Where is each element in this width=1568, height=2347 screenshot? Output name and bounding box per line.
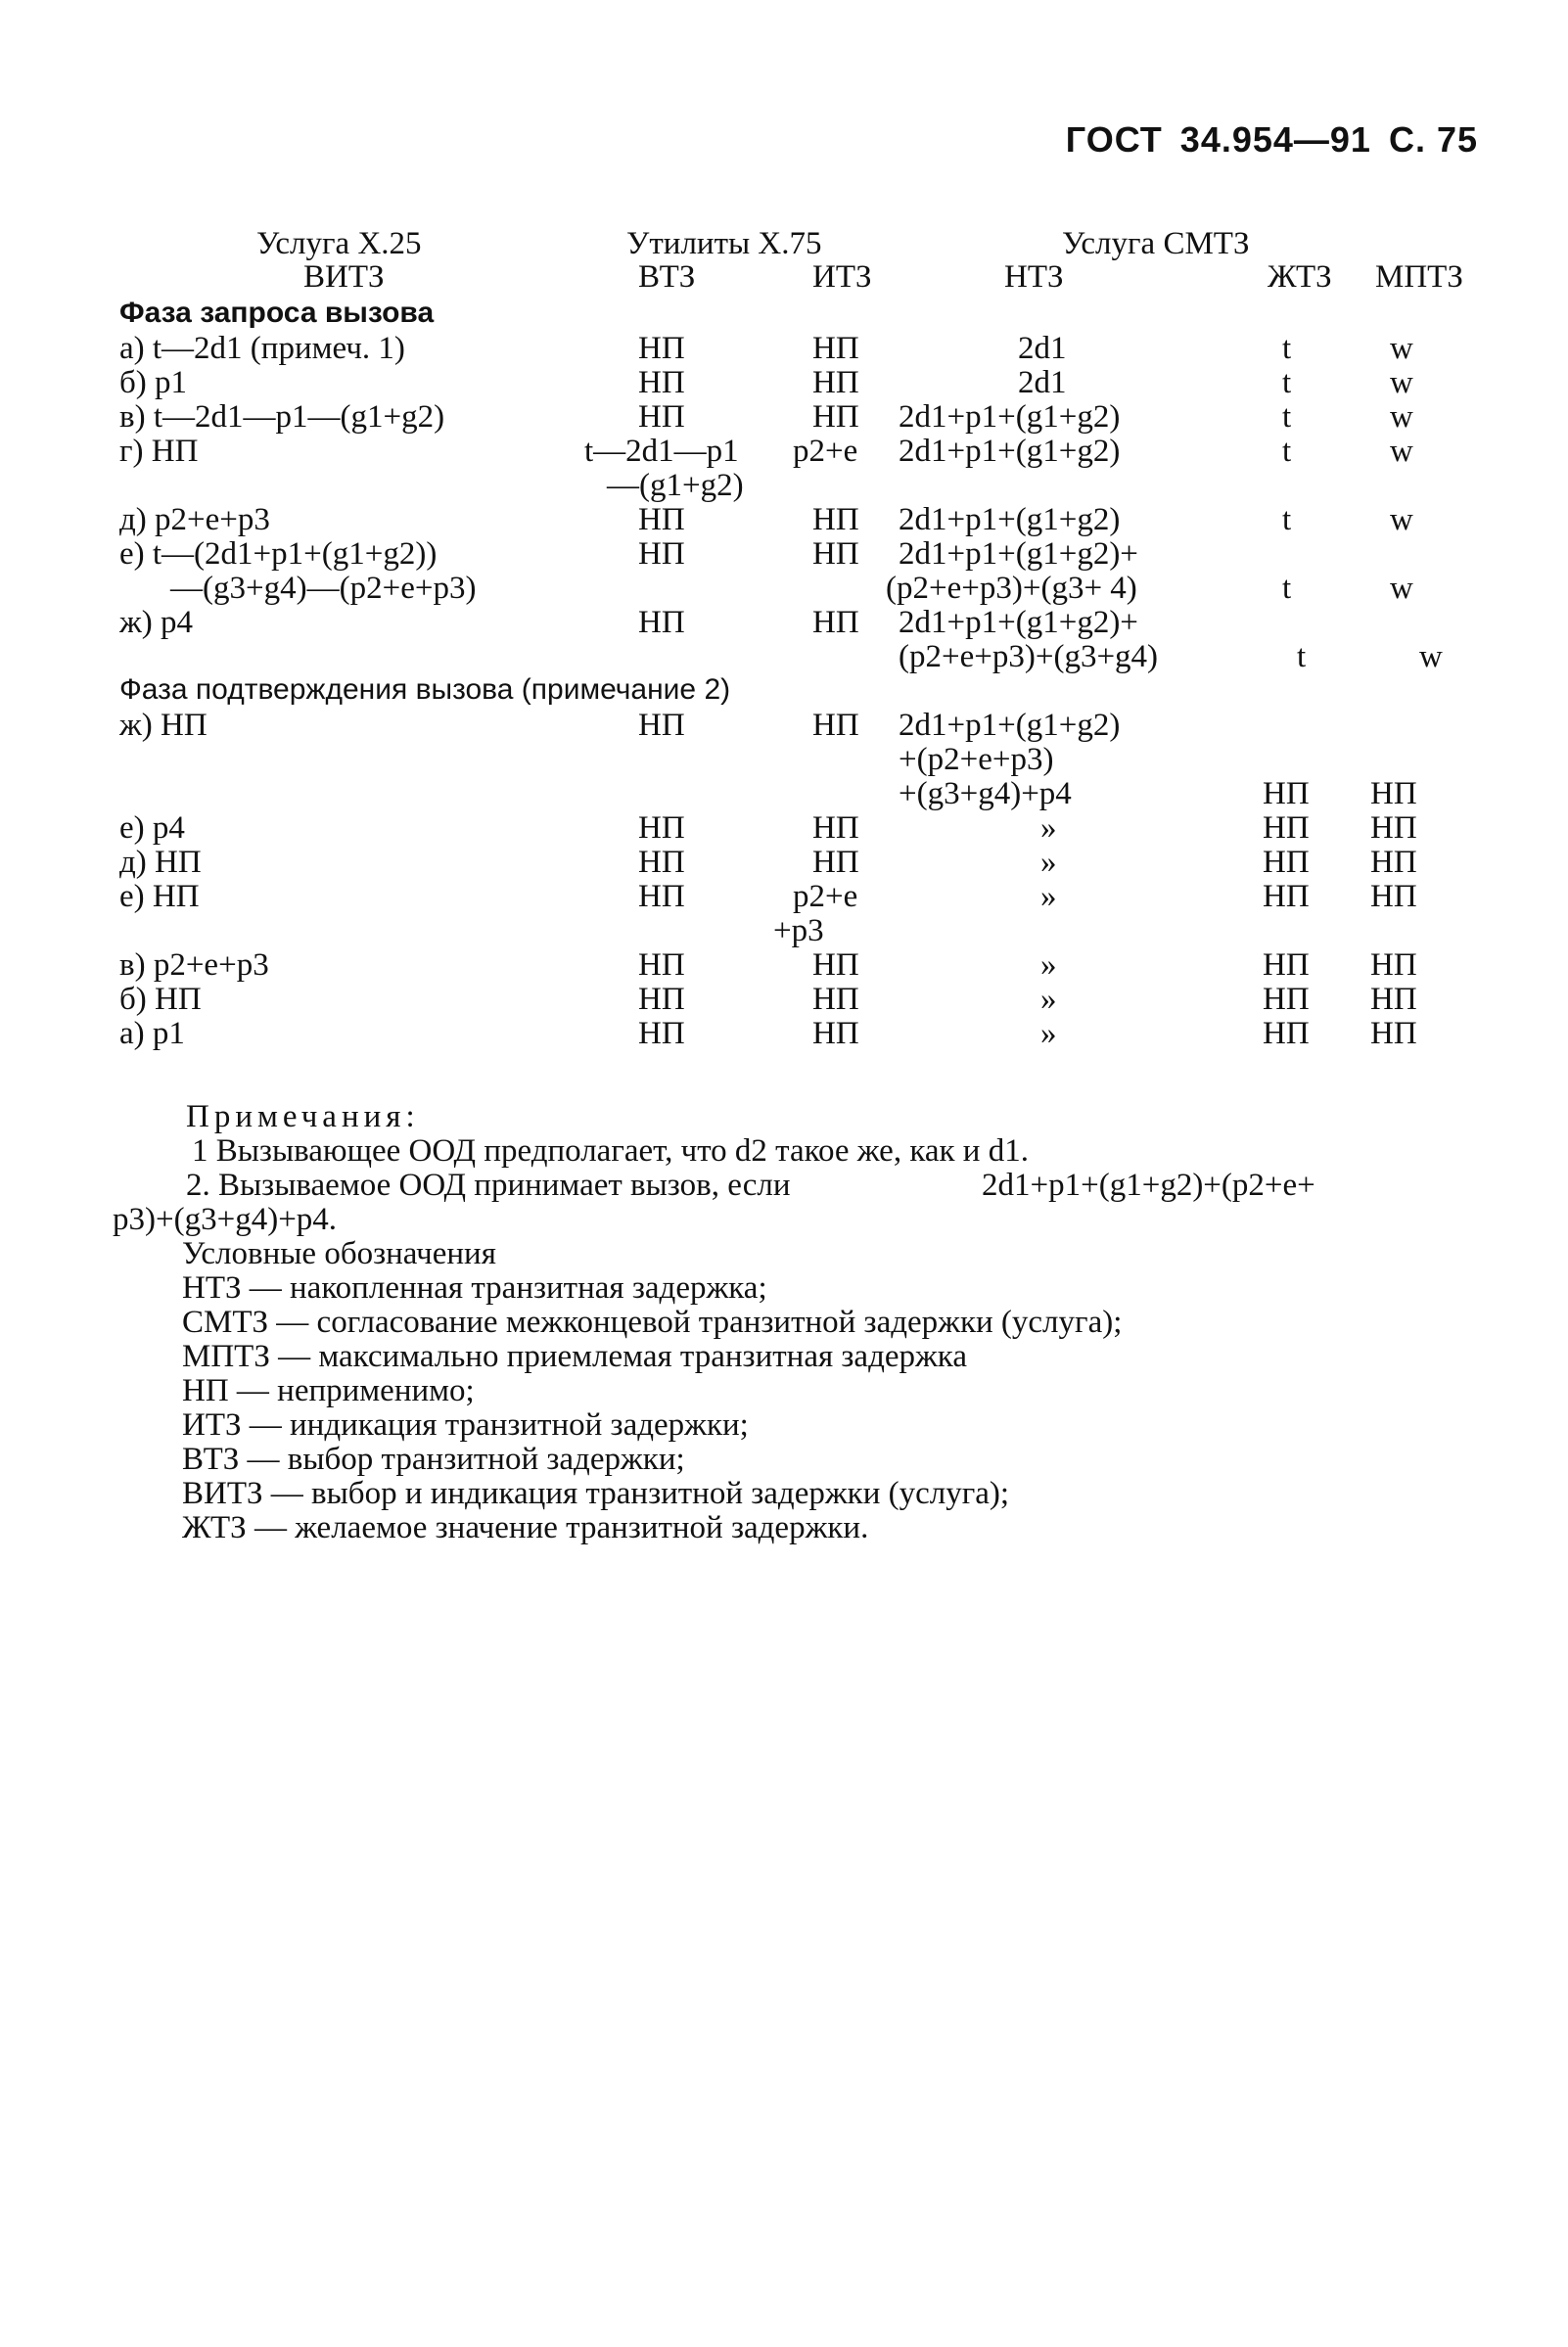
phase1-row-zh-service: ж) p4 (119, 605, 194, 640)
legend-itz: ИТЗ — индикация транзитной задержки; (182, 1407, 749, 1443)
phase2-row-a-mptz: НП (1370, 1016, 1417, 1051)
phase1-row-zh-zhtz: t (1297, 639, 1307, 674)
phase2-row-d-ntz: » (1040, 845, 1057, 880)
legend-np: НП — неприменимо; (182, 1373, 475, 1408)
phase1-row-b-ntz: 2d1 (1018, 365, 1067, 400)
phase2-row-zh-zhtz: НП (1263, 776, 1310, 811)
phase2-row-a-service: а) p1 (119, 1016, 185, 1051)
phase2-row-b-service: б) НП (119, 982, 202, 1017)
phase1-row-d-itz: НП (812, 502, 859, 537)
phase2-row-b-ntz: » (1040, 982, 1057, 1017)
phase2-row-v-itz: НП (812, 947, 859, 983)
phase2-row-a-ntz: » (1040, 1016, 1057, 1051)
phase1-row-e-mptz: w (1390, 571, 1413, 606)
phase1-row-d-service: д) p2+e+p3 (119, 502, 270, 537)
phase2-row-e1-service: е) p4 (119, 810, 185, 846)
phase1-row-e-ntz-cont: (p2+e+p3)+(g3+ 4) (886, 571, 1137, 606)
phase2-row-d-service: д) НП (119, 845, 202, 880)
phase2-title: Фаза подтверждения вызова (примечание 2) (119, 673, 731, 706)
legend-title: Условные обозначения (182, 1236, 496, 1271)
page-number: С. 75 (1388, 119, 1478, 160)
phase2-row-d-zhtz: НП (1263, 845, 1310, 880)
phase2-row-e2-itz: p2+e (793, 879, 858, 914)
phase1-row-d-ntz: 2d1+p1+(g1+g2) (899, 502, 1121, 537)
phase1-row-zh-ntz: 2d1+p1+(g1+g2)+ (899, 605, 1138, 640)
phase2-row-zh-ntz-cont2: +(g3+g4)+p4 (899, 776, 1072, 811)
phase1-title: Фаза запроса вызова (119, 297, 435, 329)
phase1-row-g-itz: p2+e (793, 434, 858, 469)
phase1-row-e-zhtz: t (1282, 571, 1292, 606)
phase1-row-g-mptz: w (1390, 434, 1413, 469)
legend-vitz: ВИТЗ — выбор и индикация транзитной задержки (услуга); (182, 1476, 1010, 1511)
gost-number: 34.954—91 (1179, 119, 1371, 160)
phase2-row-d-vtz: НП (638, 845, 685, 880)
phase2-row-a-vtz: НП (638, 1016, 685, 1051)
phase2-row-v-zhtz: НП (1263, 947, 1310, 983)
col-vitz: ВИТЗ (303, 259, 385, 295)
phase1-row-g-vtz-cont: —(g1+g2) (607, 468, 744, 503)
legend-ntz: НТЗ — накопленная транзитная задержка; (182, 1270, 767, 1306)
phase2-row-v-service: в) p2+e+p3 (119, 947, 269, 983)
phase2-row-e1-vtz: НП (638, 810, 685, 846)
phase2-row-zh-mptz: НП (1370, 776, 1417, 811)
col-vtz: ВТЗ (638, 259, 696, 295)
phase2-row-e2-service: е) НП (119, 879, 200, 914)
phase1-row-e-itz: НП (812, 536, 859, 572)
gost-label: ГОСТ (1065, 119, 1163, 160)
phase2-row-zh-ntz: 2d1+p1+(g1+g2) (899, 708, 1121, 743)
col-zhtz: ЖТЗ (1268, 259, 1332, 295)
phase2-row-v-ntz: » (1040, 947, 1057, 983)
phase2-row-d-itz: НП (812, 845, 859, 880)
col-x75-heading: Утилиты X.75 (626, 226, 822, 261)
phase1-row-g-ntz: 2d1+p1+(g1+g2) (899, 434, 1121, 469)
phase1-row-v-service: в) t—2d1—p1—(g1+g2) (119, 399, 445, 435)
phase1-row-e-service: е) t—(2d1+p1+(g1+g2)) (119, 536, 438, 572)
phase1-row-v-zhtz: t (1282, 399, 1292, 435)
phase1-row-a-mptz: w (1390, 331, 1413, 366)
legend-vtz: ВТЗ — выбор транзитной задержки; (182, 1442, 685, 1477)
phase1-row-zh-mptz: w (1419, 639, 1443, 674)
phase1-row-a-service: а) t—2d1 (примеч. 1) (119, 331, 405, 366)
phase1-row-d-zhtz: t (1282, 502, 1292, 537)
phase1-row-b-itz: НП (812, 365, 859, 400)
phase2-row-b-itz: НП (812, 982, 859, 1017)
col-itz: ИТЗ (812, 259, 872, 295)
phase2-row-a-itz: НП (812, 1016, 859, 1051)
legend-mptz: МПТЗ — максимально приемлемая транзитная задержка (182, 1339, 967, 1374)
phase1-row-g-zhtz: t (1282, 434, 1292, 469)
phase1-row-g-service: г) НП (119, 434, 199, 469)
phase2-row-v-vtz: НП (638, 947, 685, 983)
phase2-row-e1-itz: НП (812, 810, 859, 846)
phase2-row-e1-zhtz: НП (1263, 810, 1310, 846)
note-2-start: 2. Вызываемое ООД принимает вызов, если (186, 1168, 791, 1203)
notes-title: Примечания: (186, 1099, 420, 1134)
phase1-row-v-mptz: w (1390, 399, 1413, 435)
phase1-row-zh-vtz: НП (638, 605, 685, 640)
phase1-row-v-vtz: НП (638, 399, 685, 435)
phase2-row-zh-ntz-cont1: +(p2+e+p3) (899, 742, 1054, 777)
phase2-row-e1-ntz: » (1040, 810, 1057, 846)
phase2-row-b-zhtz: НП (1263, 982, 1310, 1017)
phase1-row-d-mptz: w (1390, 502, 1413, 537)
phase2-row-b-vtz: НП (638, 982, 685, 1017)
col-mptz: МПТЗ (1375, 259, 1463, 295)
col-ntz: НТЗ (1004, 259, 1064, 295)
phase1-row-b-zhtz: t (1282, 365, 1292, 400)
phase1-row-b-vtz: НП (638, 365, 685, 400)
col-smtz-heading: Услуга СМТЗ (1062, 226, 1250, 261)
phase2-row-e2-vtz: НП (638, 879, 685, 914)
phase1-row-zh-itz: НП (812, 605, 859, 640)
page-header (1048, 119, 1478, 161)
phase1-row-zh-ntz-cont: (p2+e+p3)+(g3+g4) (899, 639, 1159, 674)
phase1-row-a-zhtz: t (1282, 331, 1292, 366)
phase1-row-v-ntz: 2d1+p1+(g1+g2) (899, 399, 1121, 435)
col-x25-heading: Услуга X.25 (256, 226, 422, 261)
phase2-row-e2-zhtz: НП (1263, 879, 1310, 914)
phase1-row-b-service: б) p1 (119, 365, 188, 400)
phase1-row-g-vtz: t—2d1—p1 (584, 434, 739, 469)
phase2-row-d-mptz: НП (1370, 845, 1417, 880)
phase2-row-e2-itz-cont: +p3 (773, 913, 824, 948)
phase2-row-e2-mptz: НП (1370, 879, 1417, 914)
legend-zhtz: ЖТЗ — желаемое значение транзитной задержки. (182, 1510, 869, 1545)
phase1-row-a-itz: НП (812, 331, 859, 366)
note-2-cont: p3)+(g3+g4)+p4. (113, 1202, 338, 1237)
phase2-row-zh-vtz: НП (638, 708, 685, 743)
phase1-row-d-vtz: НП (638, 502, 685, 537)
phase2-row-e1-mptz: НП (1370, 810, 1417, 846)
phase2-row-v-mptz: НП (1370, 947, 1417, 983)
phase1-row-e-vtz: НП (638, 536, 685, 572)
note-2-formula: 2d1+p1+(g1+g2)+(p2+e+ (982, 1168, 1315, 1203)
note-1: 1 Вызывающее ООД предполагает, что d2 такое же, как и d1. (192, 1133, 1029, 1169)
phase1-row-e-service-cont: —(g3+g4)—(p2+e+p3) (170, 571, 477, 606)
phase2-row-zh-service: ж) НП (119, 708, 208, 743)
phase2-row-zh-itz: НП (812, 708, 859, 743)
phase1-row-a-vtz: НП (638, 331, 685, 366)
phase2-row-e2-ntz: » (1040, 879, 1057, 914)
phase1-row-v-itz: НП (812, 399, 859, 435)
phase1-row-b-mptz: w (1390, 365, 1413, 400)
legend-smtz: СМТЗ — согласование межконцевой транзитной задержки (услуга); (182, 1305, 1123, 1340)
phase1-row-e-ntz: 2d1+p1+(g1+g2)+ (899, 536, 1138, 572)
phase2-row-a-zhtz: НП (1263, 1016, 1310, 1051)
phase1-row-a-ntz: 2d1 (1018, 331, 1067, 366)
phase2-row-b-mptz: НП (1370, 982, 1417, 1017)
